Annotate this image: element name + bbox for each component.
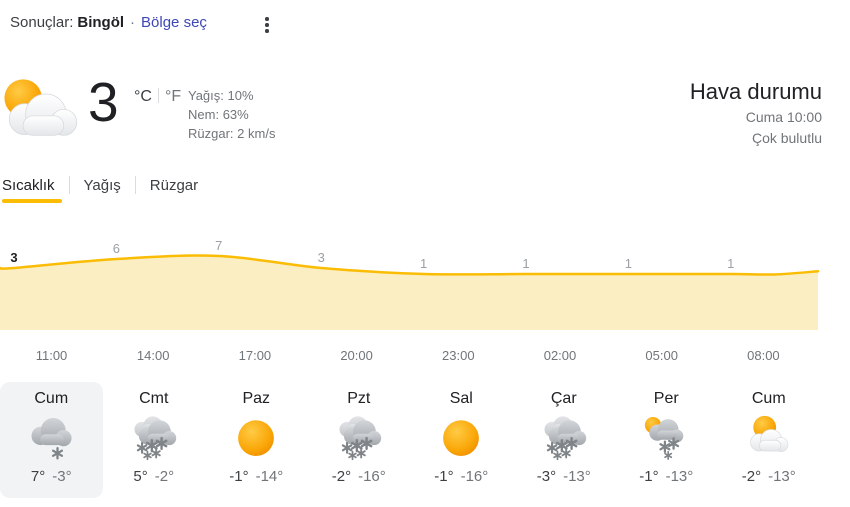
tab-divider xyxy=(135,176,136,194)
day-low-temp: -13° xyxy=(665,468,694,485)
current-condition-icon partly-cloudy-icon xyxy=(2,72,80,150)
time-axis-label: 08:00 xyxy=(747,348,780,363)
celsius-toggle[interactable]: °C xyxy=(134,88,152,105)
location-name: Bingöl xyxy=(77,14,125,31)
day-temps xyxy=(718,468,821,485)
cloud-light-snow-icon xyxy=(25,411,77,463)
time-axis-label: 14:00 xyxy=(136,348,170,363)
unit-divider xyxy=(158,88,159,103)
day-label: Cum xyxy=(34,390,69,407)
day-card[interactable] xyxy=(513,382,616,498)
day-label: Cmt xyxy=(139,390,169,407)
hourly-temp-label: 1 xyxy=(419,256,428,271)
sunny-icon xyxy=(435,411,487,463)
sunny-icon xyxy=(230,411,282,463)
day-card[interactable] xyxy=(308,382,411,498)
day-low-temp: -13° xyxy=(768,468,796,485)
time-axis-label: 23:00 xyxy=(442,348,475,363)
day-icon xyxy=(333,411,385,463)
day-icon xyxy=(640,411,692,463)
hourly-temp-label: 6 xyxy=(112,241,121,256)
temperature-chart-svg[interactable] xyxy=(0,225,820,330)
day-card[interactable] xyxy=(410,382,513,498)
day-temps xyxy=(308,468,411,485)
humidity-label: Nem: xyxy=(188,107,220,122)
humidity-row xyxy=(188,105,275,124)
day-high-temp: 5° xyxy=(133,468,148,485)
day-label: Sal xyxy=(449,390,473,407)
temperature-chart[interactable] xyxy=(0,225,820,330)
topbar-separator: · xyxy=(130,14,136,31)
day-low-temp: -13° xyxy=(563,468,591,485)
day-icon xyxy=(230,411,282,463)
unit-toggle xyxy=(134,88,181,106)
tab-yagis[interactable]: Yağış xyxy=(83,176,121,194)
humidity-value: 63% xyxy=(222,107,249,122)
tab-divider xyxy=(69,176,70,194)
hourly-temp-label: 3 xyxy=(317,250,325,265)
time-axis-label: 20:00 xyxy=(340,348,373,363)
day-card[interactable] xyxy=(615,382,718,498)
day-temps xyxy=(410,468,513,485)
wind-value: 2 km/s xyxy=(237,126,276,141)
widget-title: Hava durumu xyxy=(689,79,822,104)
day-low-temp: -2° xyxy=(154,468,175,485)
day-temps xyxy=(103,468,206,485)
snow-icon xyxy=(333,411,385,463)
hourly-temp-label: 1 xyxy=(624,256,633,271)
day-icon xyxy=(743,411,795,463)
precipitation-row xyxy=(188,86,275,105)
day-low-temp: -14° xyxy=(255,468,284,485)
day-high-temp: -2° xyxy=(741,468,762,485)
day-icon xyxy=(435,411,487,463)
time-axis-label: 02:00 xyxy=(543,348,577,363)
day-label: Çar xyxy=(550,390,577,407)
fahrenheit-toggle[interactable]: °F xyxy=(164,88,182,105)
partly-cloudy-icon xyxy=(743,411,795,463)
precipitation-label: Yağış: xyxy=(188,88,224,103)
day-temps xyxy=(0,468,103,485)
topbar xyxy=(10,14,207,31)
day-high-temp: -1° xyxy=(229,468,249,485)
hourly-temp-label: 1 xyxy=(727,256,735,271)
wind-row xyxy=(188,124,275,143)
sun-behind-cloud-snow-icon xyxy=(640,411,692,463)
snow-icon xyxy=(128,411,180,463)
time-axis-label: 17:00 xyxy=(238,348,272,363)
day-label: Paz xyxy=(242,390,271,407)
hourly-temp-label: 1 xyxy=(522,256,530,271)
day-icon xyxy=(538,411,590,463)
day-low-temp: -16° xyxy=(460,468,489,485)
day-high-temp: -1° xyxy=(434,468,454,485)
chart-tabs xyxy=(2,176,198,194)
hourly-temp-label: 3 xyxy=(10,250,18,265)
daily-forecast-row xyxy=(0,382,820,498)
wind-label: Rüzgar: xyxy=(188,126,234,141)
widget-header xyxy=(690,79,822,147)
time-axis-label: 11:00 xyxy=(35,348,68,363)
results-label: Sonuçlar: xyxy=(10,14,74,31)
snow-icon xyxy=(538,411,590,463)
current-condition-text: Çok bulutlu xyxy=(751,130,822,146)
day-temps xyxy=(513,468,616,485)
day-high-temp: -3° xyxy=(536,468,557,485)
kebab-menu-icon[interactable] xyxy=(258,15,276,35)
hourly-temp-label: 7 xyxy=(215,238,223,253)
day-temps xyxy=(615,468,718,485)
active-tab-underline xyxy=(2,199,62,203)
day-card[interactable] xyxy=(718,382,821,498)
tab-sicaklik[interactable]: Sıcaklık xyxy=(2,176,55,194)
day-card[interactable] xyxy=(0,382,103,498)
chart-time-axis xyxy=(0,348,820,364)
current-details xyxy=(188,86,275,143)
day-high-temp: 7° xyxy=(30,468,46,485)
day-high-temp: -2° xyxy=(331,468,352,485)
day-low-temp: -3° xyxy=(52,468,72,485)
day-card[interactable] xyxy=(205,382,308,498)
current-datetime: Cuma 10:00 xyxy=(745,109,822,125)
day-card[interactable] xyxy=(103,382,206,498)
time-axis-label: 05:00 xyxy=(645,348,678,363)
day-low-temp: -16° xyxy=(358,468,386,485)
tab-ruzgar[interactable]: Rüzgar xyxy=(149,176,199,194)
region-select-link[interactable]: Bölge seç xyxy=(141,14,207,31)
chart-area-fill xyxy=(0,256,818,330)
day-label: Cum xyxy=(751,390,786,407)
day-temps xyxy=(205,468,308,485)
day-icon xyxy=(25,411,77,463)
day-high-temp: -1° xyxy=(639,468,659,485)
day-label: Pzt xyxy=(347,390,371,407)
day-label: Per xyxy=(653,390,679,407)
day-icon xyxy=(128,411,180,463)
current-temperature: 3 xyxy=(88,71,119,133)
precipitation-value: 10% xyxy=(227,88,254,103)
